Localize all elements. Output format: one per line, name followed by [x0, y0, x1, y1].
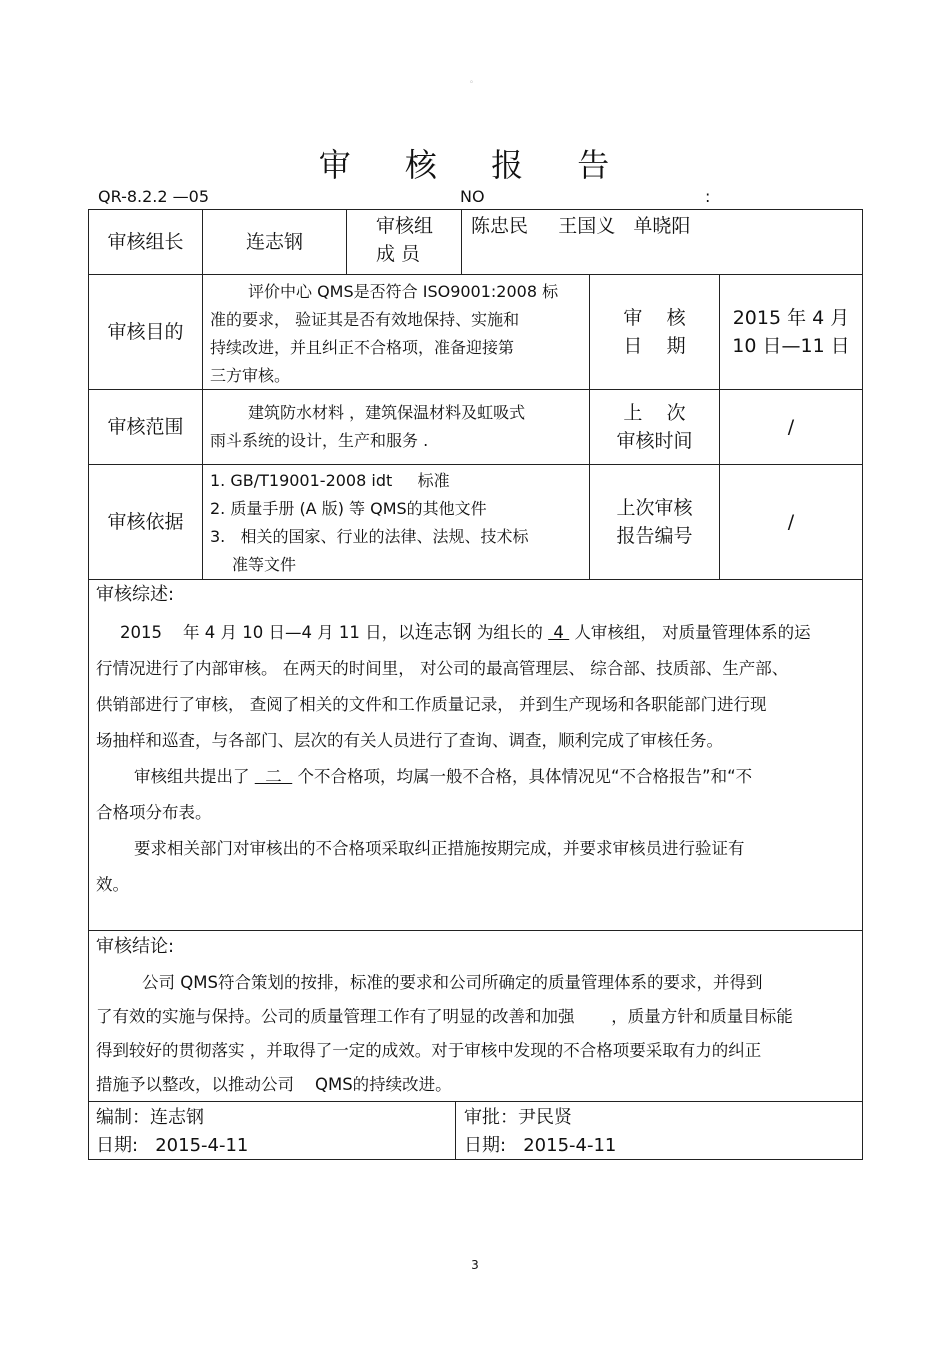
summary-date: 2015 年 4 月 10 日—4 月 11 日，以	[120, 623, 415, 642]
approved-date: 日期: 2015-4-11	[464, 1135, 617, 1156]
purpose-line: 准的要求， 验证其是否有效地保持、实施和	[210, 310, 520, 329]
conclusion-text	[96, 966, 856, 1102]
form-code: QR-8.2.2 —05	[98, 187, 209, 206]
audit-date-label	[590, 275, 719, 389]
conclusion-line: 措施予以整改，以推动公司 QMS的持续改进。	[96, 1075, 452, 1094]
summary-nonconformity-count: 二	[254, 767, 293, 786]
form-number-colon: :	[705, 187, 711, 206]
last-audit-time-label-line1: 上 次	[623, 402, 686, 424]
leader-value: 连志钢	[245, 231, 303, 253]
form-number-label: NO	[460, 187, 485, 206]
last-report-label-line2: 报告编号	[616, 525, 693, 547]
summary-line	[96, 614, 856, 651]
col-divider	[461, 209, 462, 274]
basis-line: 准等文件	[232, 555, 297, 574]
last-audit-time-label-line2: 审核时间	[616, 430, 693, 452]
purpose-line: 三方审核。	[210, 366, 291, 385]
conclusion-line: 得到较好的贯彻落实 ，并取得了一定的成效。对于审核中发现的不合格项要采取有力的纠正	[96, 1041, 762, 1060]
scope-label: 审核范围	[107, 416, 184, 438]
conclusion-line: 公司 QMS符合策划的按排，标准的要求和公司所确定的质量管理体系的要求，并得到	[142, 973, 763, 992]
audit-date-line1: 2015 年 4 月	[732, 307, 850, 329]
audit-date-label-line2: 日 期	[623, 335, 686, 357]
last-report-label	[590, 465, 719, 579]
purpose-label: 审核目的	[107, 321, 184, 343]
summary-text	[96, 614, 856, 903]
purpose-line: 持续改进，并且纠正不合格项，准备迎接第	[210, 338, 515, 357]
header-dot: 。	[470, 75, 478, 84]
summary-leader: 连志钢	[414, 621, 472, 643]
summary-team-count: 4	[548, 623, 570, 642]
audit-date-line2: 10 日—11 日	[732, 335, 850, 357]
basis-label: 审核依据	[107, 511, 184, 533]
summary-line: 要求相关部门对审核出的不合格项采取纠正措施按期完成，并要求审核员进行验证有	[134, 839, 745, 858]
summary-line	[96, 759, 856, 795]
scope-line: 建筑防水材料 ，建筑保温材料及虹吸式	[248, 403, 526, 422]
summary-text-fragment: 为组长的	[471, 623, 549, 642]
page-number: 3	[471, 1258, 479, 1272]
members-label-line2: 成 员	[376, 243, 421, 265]
summary-line: 行情况进行了内部审核。 在两天的时间里， 对公司的最高管理层、 综合部、技质部、生产部、	[96, 659, 789, 678]
col-divider	[455, 1101, 456, 1160]
prepared-by: 编制：连志钢	[96, 1107, 204, 1128]
members-label-line1: 审核组	[376, 215, 434, 237]
last-report-label-line1: 上次审核	[616, 497, 693, 519]
last-report-value: /	[787, 511, 795, 533]
prepared-date: 日期: 2015-4-11	[96, 1135, 249, 1156]
basis-line: 3. 相关的国家、行业的法律、法规、技术标	[210, 527, 529, 546]
col-divider	[346, 209, 347, 274]
summary-text-fragment: 个不合格项，均属一般不合格，具体情况见“不合格报告”和“不	[292, 767, 753, 786]
summary-line: 场抽样和巡査，与各部门、层次的有关人员进行了查询、调查，顺利完成了审核任务。	[96, 731, 723, 750]
scope-line: 雨斗系统的设计，生产和服务 .	[210, 431, 429, 450]
conclusion-line: 了有效的实施与保持。公司的质量管理工作有了明显的改善和加强 ，质量方针和质量目标能	[96, 1007, 793, 1026]
basis-text	[210, 467, 588, 579]
conclusion-heading: 审核结论:	[96, 936, 175, 957]
members-label	[376, 212, 461, 268]
row-divider	[88, 930, 863, 931]
scope-text	[210, 399, 588, 455]
last-audit-time-value: /	[787, 416, 795, 438]
audit-date-value	[720, 275, 862, 389]
leader-label: 审核组长	[107, 231, 184, 253]
last-audit-time-label	[590, 390, 719, 464]
basis-line: 1. GB/T19001-2008 idt 标准	[210, 471, 450, 490]
approved-by: 审批：尹民贤	[464, 1107, 572, 1128]
page-title: 审 核 报 告	[318, 146, 632, 184]
purpose-line: 评价中心 QMS是否符合 ISO9001:2008 标	[248, 282, 559, 301]
audit-date-label-line1: 审 核	[623, 307, 686, 329]
row-divider	[88, 579, 863, 580]
summary-line: 效。	[96, 875, 129, 894]
purpose-text	[210, 278, 588, 390]
summary-text-fragment: 人审核组， 对质量管理体系的运	[569, 623, 811, 642]
summary-text-fragment: 审核组共提出了	[134, 767, 255, 786]
members-value: 陈忠民 王国义 单晓阳	[471, 215, 691, 237]
basis-line: 2. 质量手册 (A 版) 等 QMS的其他文件	[210, 499, 487, 518]
summary-line: 供销部进行了审核， 查阅了相关的文件和工作质量记录， 并到生产现场和各职能部门进行现	[96, 695, 767, 714]
summary-heading: 审核综述:	[96, 584, 175, 605]
summary-line: 合格项分布表。	[96, 803, 212, 822]
